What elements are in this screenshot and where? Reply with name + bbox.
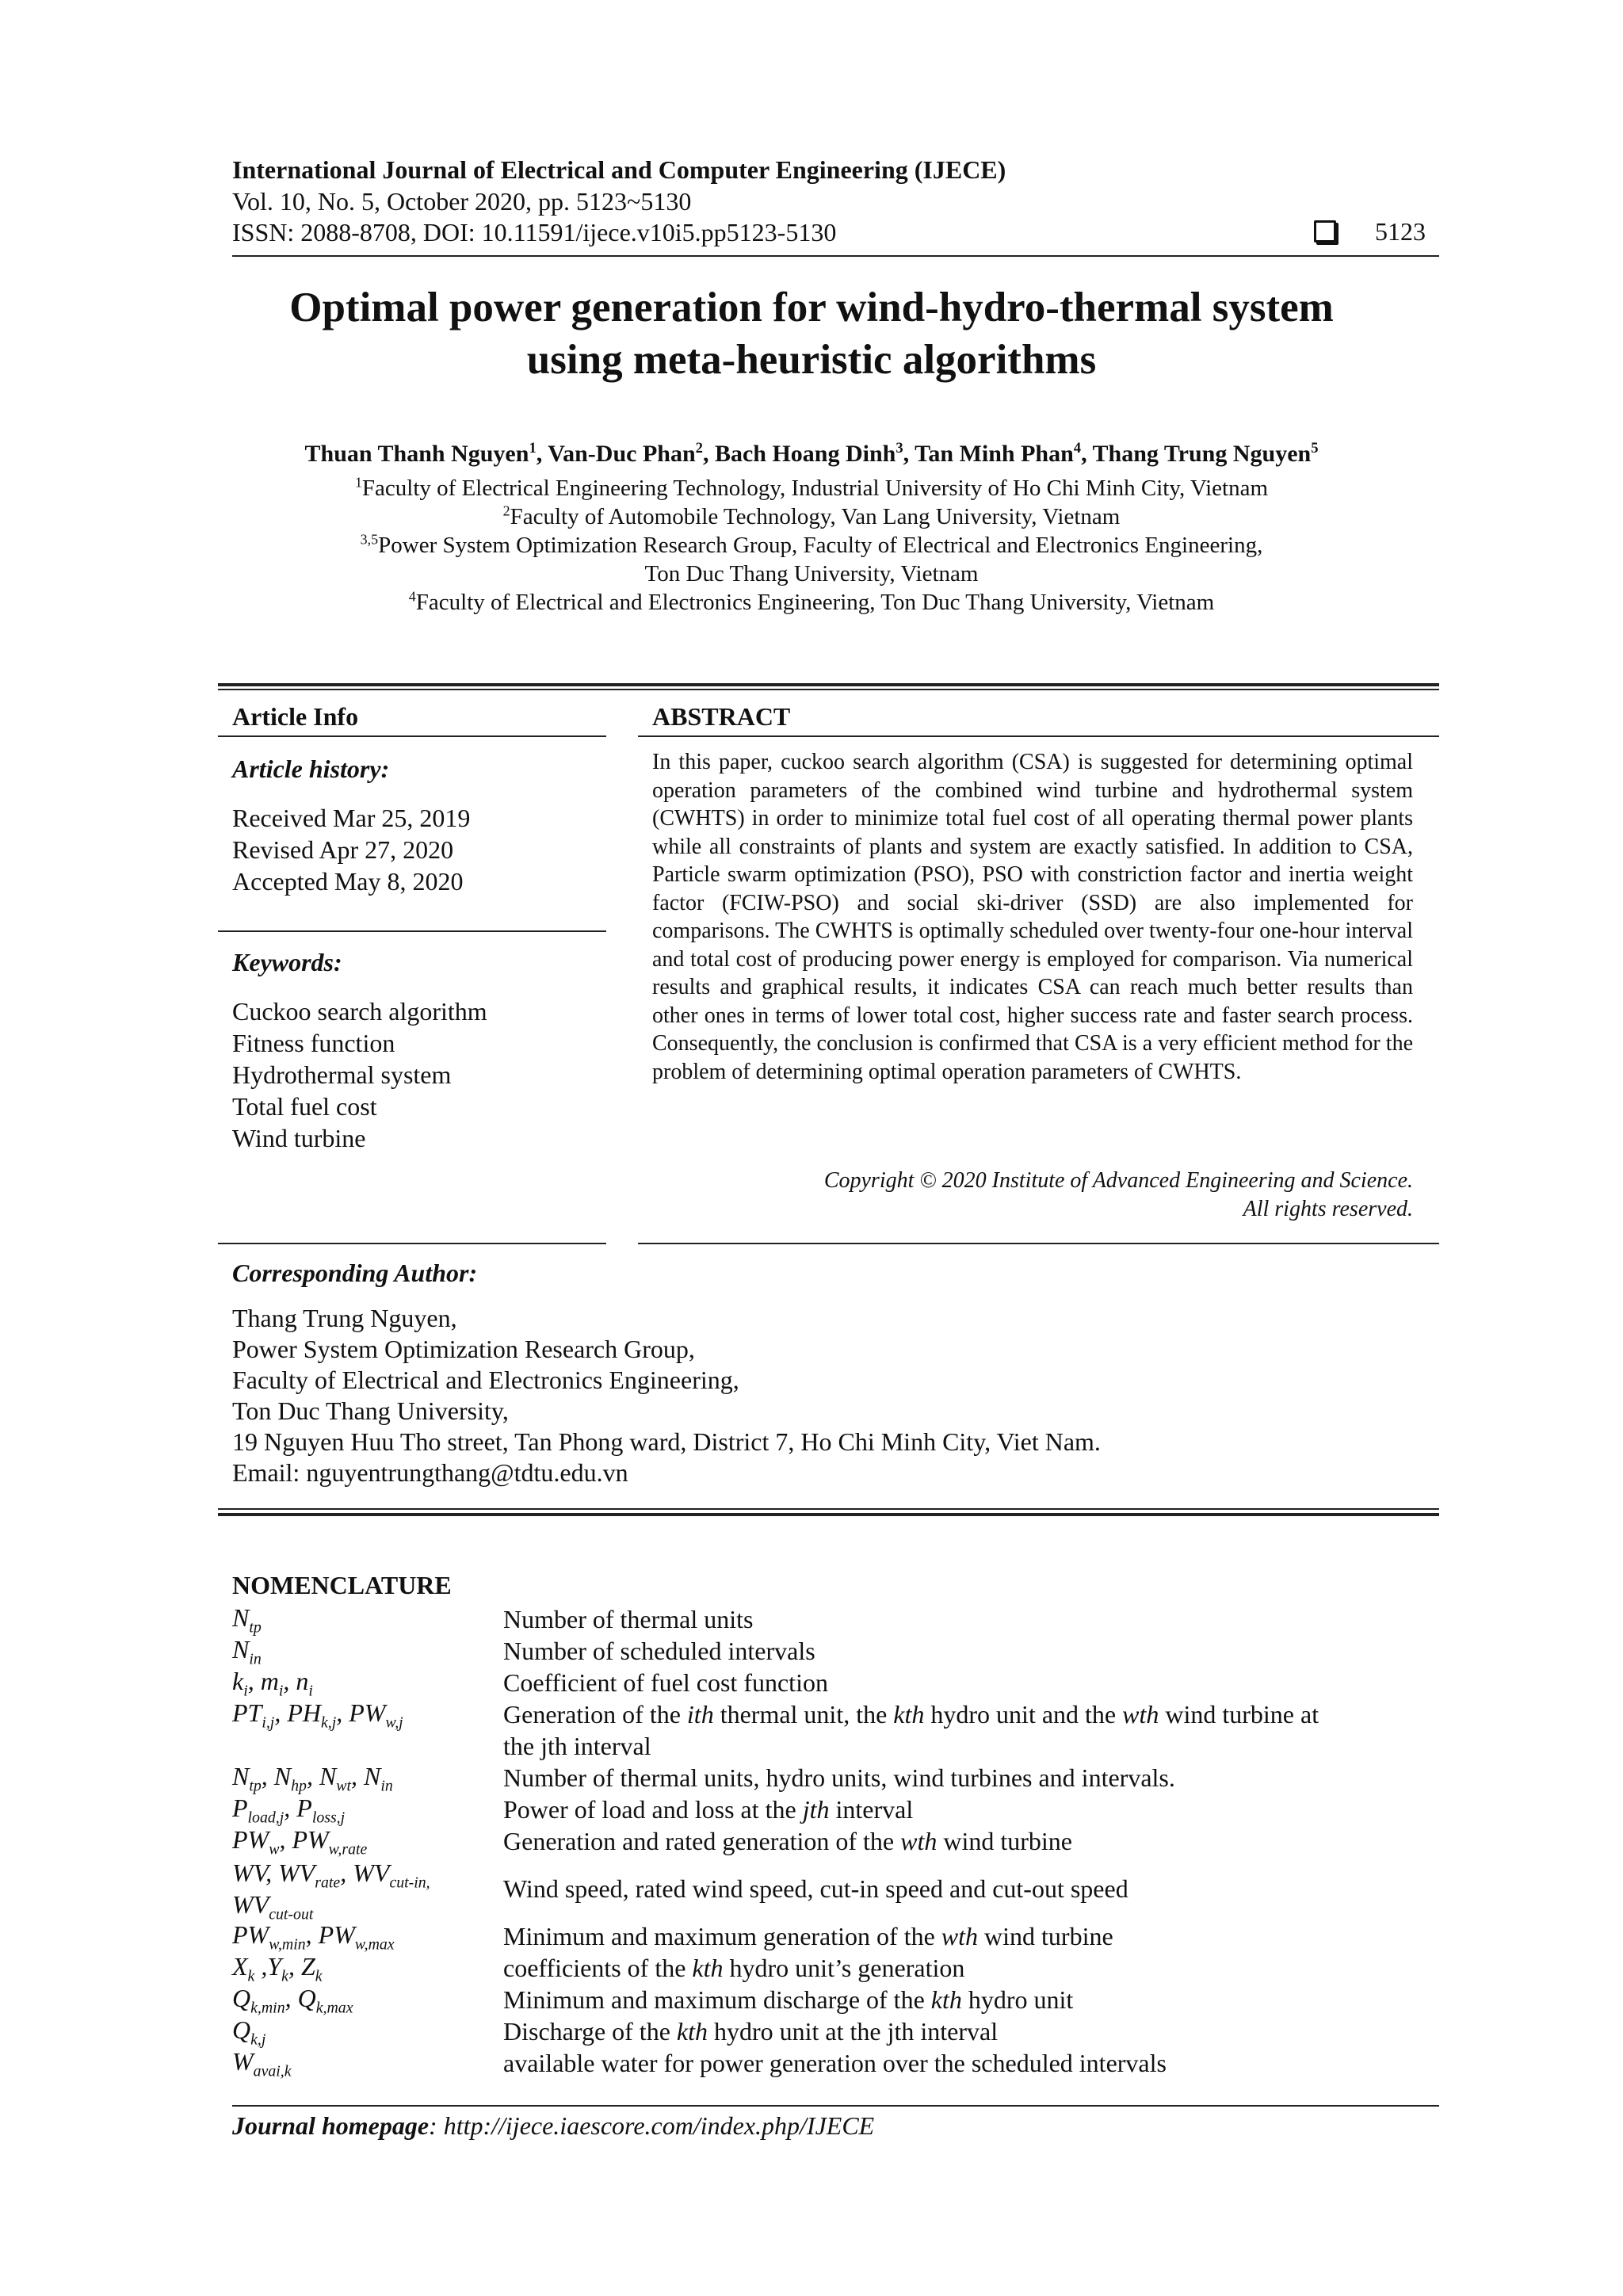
author-name: Thuan Thanh Nguyen [304, 441, 529, 467]
nomenclature-definition: Power of load and loss at the jth interval [503, 1795, 914, 1824]
nomenclature-symbol: $PW_w$, $PW_{w,rate}$ [232, 1825, 368, 1859]
info-top-rule-2 [218, 689, 1439, 690]
keywords-list [232, 995, 487, 1154]
nomenclature-symbol: $P_{load,j}$, $P_{loss,j}$ [232, 1794, 346, 1827]
history-heading: Article history: [232, 755, 390, 783]
nomenclature-definition: coefficients of the kth hydro unit’s generation [503, 1954, 965, 1982]
author-name: Tan Minh Phan [915, 441, 1074, 467]
keyword: Fitness function [232, 1029, 395, 1057]
homepage-label: Journal homepage [232, 2111, 430, 2140]
title-line-2: using meta-heuristic algorithms [526, 337, 1097, 383]
keyword: Wind turbine [232, 1124, 366, 1152]
journal-volume: Vol. 10, No. 5, October 2020, pp. 5123~5130 [232, 187, 692, 216]
revised-date: Revised Apr 27, 2020 [232, 835, 454, 864]
title-line-1: Optimal power generation for wind-hydro-thermal system [289, 285, 1334, 330]
affiliation: $^1$Faculty of Electrical Engineering Technology, Industrial University of Ho Chi Minh City, Vietnam [354, 474, 1269, 501]
nomenclature-symbol: $Q_{k,min}$, $Q_{k,max}$ [232, 1984, 353, 2017]
affiliation: $^2$Faculty of Automobile Technology, Van Lang University, Vietnam [502, 502, 1121, 529]
nomenclature-definition: Minimum and maximum discharge of the kth hydro unit [503, 1985, 1074, 2014]
nomenclature-definition: Generation and rated generation of the wth wind turbine [503, 1827, 1072, 1855]
corr-group: Power System Optimization Research Group, [232, 1335, 695, 1363]
nomenclature-definition: Wind speed, rated wind speed, cut-in speed and cut-out speed [503, 1874, 1128, 1903]
corresponding-heading: Corresponding Author: [232, 1259, 478, 1287]
author-sup: 4 [1073, 440, 1082, 457]
affiliation: $^4$Faculty of Electrical and Electronics Engineering, Ton Duc Thang University, Vietnam [408, 588, 1215, 615]
author-sup: 3 [896, 440, 903, 457]
nomenclature-heading: NOMENCLATURE [232, 1571, 452, 1599]
corr-bottom-rule [218, 1508, 1439, 1510]
nomenclature-symbol: $PT_{i,j}$, $PH_{k,j}$, $PW_{w,j}$ [232, 1698, 403, 1732]
corr-name: Thang Trung Nguyen, [232, 1304, 457, 1332]
affiliation: $^{3,5}$Power System Optimization Research Group, Faculty of Electrical and Electronics Engineering, [360, 531, 1263, 558]
nomenclature-symbol: $N_{in}$ [232, 1635, 262, 1668]
nomenclature-symbol: $PW_{w,min}$, $PW_{w,max}$ [232, 1920, 395, 1954]
paper-title [0, 281, 1623, 386]
nomenclature-symbol: $k_i$, $m_i$, $n_i$ [232, 1667, 313, 1700]
abstract-rule [638, 735, 1439, 737]
article-info-heading: Article Info [232, 702, 359, 731]
nomenclature-definition: Number of scheduled intervals [503, 1637, 815, 1665]
journal-name: International Journal of Electrical and Computer Engineering (IJECE) [232, 155, 1006, 184]
footer-rule [232, 2105, 1439, 2107]
corr-email[interactable]: Email: nguyentrungthang@tdtu.edu.vn [232, 1458, 628, 1487]
abstract-heading: ABSTRACT [652, 702, 791, 731]
header-rule [232, 255, 1439, 257]
abstract-text: In this paper, cuckoo search algorithm (CSA) is suggested for determining optimal operation parameters of the combined wind turbine and hydrothermal system (CWHTS) in order to minimize total fuel cost of all operating thermal power plants while all constraints of plants and system are exactly satisfied. In addition to CSA, Particle swarm optimization (PSO), PSO with constriction factor and inertia weight factor (FCIW-PSO) and social ski-driver (SSD) are also implemented for comparisons. The CWHTS is optimally scheduled over twenty-four one-hour interval and total cost of producing power energy is employed for comparison. Via numerical results and graphical results, it indicates CSA can reach much better results than other ones in terms of lower total cost, higher success rate and faster search process. Consequently, the conclusion is confirmed that CSA is a very efficient method for the problem of determining optimal operation parameters of CWHTS. [652, 750, 1413, 1084]
copyright-line-2: All rights reserved. [1243, 1197, 1413, 1221]
corresponding-details [232, 1303, 1101, 1488]
history-list [232, 802, 470, 897]
author-list: Thuan Thanh Nguyen$^1$, Van-Duc Phan$^2$, Bach Hoang Dinh$^3$, Tan Minh Phan$^4$, Thang Trung Nguyen$^5$ [304, 440, 1319, 467]
corr-university: Ton Duc Thang University, [232, 1396, 509, 1425]
received-date: Received Mar 25, 2019 [232, 804, 471, 832]
author-sup: 1 [529, 440, 537, 457]
corr-faculty: Faculty of Electrical and Electronics Engineering, [232, 1366, 739, 1394]
keyword: Cuckoo search algorithm [232, 997, 487, 1026]
journal-homepage [232, 2111, 874, 2141]
journal-issn: ISSN: 2088-8708, DOI: 10.11591/ijece.v10i5.pp5123-5130 [232, 218, 837, 246]
author-name: Van-Duc Phan [548, 441, 696, 467]
square-bullet-icon [1314, 220, 1336, 243]
nomenclature-definition: Generation of the ith thermal unit, the kth hydro unit and the wth wind turbine at the jth interval [503, 1700, 1319, 1760]
keyword: Hydrothermal system [232, 1060, 452, 1089]
info-top-rule [218, 683, 1439, 686]
author-name: Thang Trung Nguyen [1092, 441, 1312, 467]
homepage-url[interactable]: : http://ijece.iaescore.com/index.php/IJECE [429, 2111, 875, 2140]
nomenclature-symbol: $Q_{k,j}$ [232, 2015, 266, 2049]
nomenclature-symbol: $W_{avai,k}$ [232, 2047, 292, 2080]
affiliation: Ton Duc Thang University, Vietnam [644, 561, 979, 586]
nomenclature-definition: Minimum and maximum generation of the wth wind turbine [503, 1922, 1113, 1950]
keywords-rule [218, 930, 606, 932]
corr-bottom-rule-2 [218, 1513, 1439, 1516]
nomenclature-symbol: $N_{tp}$ [232, 1603, 262, 1637]
info-bottom-rule [218, 1243, 606, 1244]
keyword: Total fuel cost [232, 1092, 377, 1121]
nomenclature-symbol: $N_{tp}$, $N_{hp}$, $N_{wt}$, $N_{in}$ [232, 1762, 393, 1795]
author-sup: 2 [695, 440, 703, 457]
nomenclature-definition: Discharge of the kth hydro unit at the jth interval [503, 2017, 999, 2046]
keywords-heading: Keywords: [232, 948, 342, 976]
nomenclature-definition: Coefficient of fuel cost function [503, 1668, 828, 1697]
page-number: 5123 [1375, 217, 1426, 246]
author-sup: 5 [1311, 440, 1319, 457]
accepted-date: Accepted May 8, 2020 [232, 867, 464, 896]
corr-address: 19 Nguyen Huu Tho street, Tan Phong ward, District 7, Ho Chi Minh City, Viet Nam. [232, 1427, 1101, 1456]
nomenclature-symbol: $X_k$ $,Y_k$, $Z_k$ [232, 1952, 323, 1985]
copyright-line-1: Copyright © 2020 Institute of Advanced Engineering and Science. [823, 1168, 1413, 1193]
info-rule [218, 735, 606, 737]
nomenclature-definition: Number of thermal units [503, 1605, 754, 1633]
author-name: Bach Hoang Dinh [714, 441, 896, 467]
nomenclature-definition: available water for power generation over the scheduled intervals [503, 2049, 1167, 2077]
abstract-bottom-rule [638, 1243, 1439, 1244]
nomenclature-definition: Number of thermal units, hydro units, wind turbines and intervals. [503, 1763, 1175, 1792]
nomenclature-symbol: WV, $WV_{rate}$, $WV_{cut-in,}$ $WV_{cut-out}$ [232, 1859, 430, 1924]
